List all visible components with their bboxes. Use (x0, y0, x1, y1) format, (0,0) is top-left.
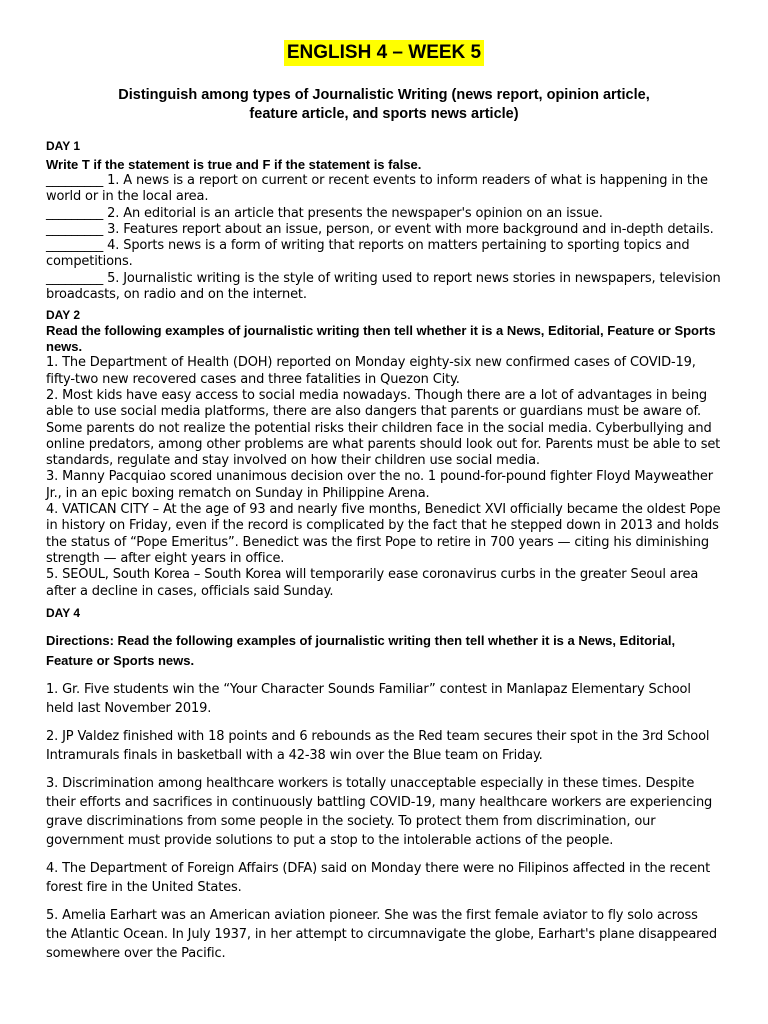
day4-items (46, 680, 722, 963)
day2-label: DAY 2 (46, 308, 81, 323)
list-item: 1. Gr. Five students win the “Your Character Sounds Familiar” contest in Manlapaz Elementary School held last November 2019. (46, 681, 691, 716)
day2-instruction: Read the following examples of journalistic writing then tell whether it is a News, Editorial, Feature or Sports news. (46, 323, 716, 355)
day1-section (46, 139, 722, 303)
list-item: _________ 3. Features report about an issue, person, or event with more background and in-depth details. (46, 221, 714, 237)
list-item: 5. SEOUL, South Korea – South Korea will temporarily ease coronavirus curbs in the greater Seoul area after a decline in cases, officials said Sunday. (46, 567, 699, 599)
day2-items (46, 355, 722, 599)
day4-section (46, 606, 722, 963)
subtitle-line-2: feature article, and sports news article) (249, 106, 519, 122)
list-item: _________ 2. An editorial is an article that presents the newspaper's opinion on an issue. (46, 205, 603, 221)
list-item: 2. JP Valdez finished with 18 points and 6 rebounds as the Red team secures their spot in the 3rd School Intramurals finals in basketball with a 42-38 win over the Blue team on Friday. (46, 728, 710, 763)
list-item: _________ 1. A news is a report on current or recent events to inform readers of what is happening in the world or in the local area. (46, 173, 708, 205)
list-item: 1. The Department of Health (DOH) reported on Monday eighty-six new confirmed cases of COVID-19, fifty-two new recovered cases and three fatalities in Quezon City. (46, 355, 696, 387)
list-item: 4. The Department of Foreign Affairs (DFA) said on Monday there were no Filipinos affected in the recent forest fire in the United States. (46, 860, 711, 895)
list-item: 5. Amelia Earhart was an American aviation pioneer. She was the first female aviator to fly solo across the Atlantic Ocean. In July 1937, in her attempt to circumnavigate the globe, Earhart's plane disappeared somewhere over the Pacific. (46, 907, 718, 961)
title-wrap (46, 40, 722, 70)
page-title: ENGLISH 4 – WEEK 5 (284, 40, 484, 66)
day1-label: DAY 1 (46, 139, 81, 153)
day1-instruction: Write T if the statement is true and F if the statement is false. (46, 157, 422, 172)
list-item: 4. VATICAN CITY – At the age of 93 and nearly five months, Benedict XVI officially became the oldest Pope in history on Friday, even if the record is complicated by the fact that he stepped down in 2013 and holds the status of “Pope Emeritus”. Benedict was the first Pope to retire in 700 years — citing his diminishing strength — after eight years in office. (46, 502, 721, 566)
list-item: _________ 4. Sports news is a form of writing that reports on matters pertaining to sporting topics and competitions. (46, 238, 690, 270)
day2-section (46, 308, 722, 599)
list-item: 3. Manny Pacquiao scored unanimous decision over the no. 1 pound-for-pound fighter Floyd Mayweather Jr., in an epic boxing rematch on Sunday in Philippine Arena. (46, 469, 713, 501)
day1-items (46, 173, 722, 303)
subtitle-line-1: Distinguish among types of Journalistic Writing (news report, opinion article, (118, 87, 650, 103)
page-subtitle (46, 86, 722, 124)
list-item: 2. Most kids have easy access to social media nowadays. Though there are a lot of advantages in being able to use social media platforms, there are also dangers that parents or guardians must be aware of. Some parents do not realize the potential risks their children face in the social media. Cyberbullying and online predators, among other problems are what parents should look out for. Parents must be able to set standards, regulate and stay involved on how their children use social media. (46, 387, 721, 469)
day4-label: DAY 4 (46, 605, 81, 620)
list-item: 3. Discrimination among healthcare workers is totally unacceptable especially in these times. Despite their efforts and sacrifices in continuously battling COVID-19, many healthcare workers are experiencing grave discriminations from some people in the society. To protect them from discrimination, our government must provide solutions to put a stop to the intolerable actions of the people. (46, 775, 713, 848)
day4-instruction: Directions: Read the following examples of journalistic writing then tell whether it is a News, Editorial, Feature or Sports news. (46, 632, 676, 668)
list-item: _________ 5. Journalistic writing is the style of writing used to report news stories in newspapers, television broadcasts, on radio and on the internet. (46, 270, 721, 303)
